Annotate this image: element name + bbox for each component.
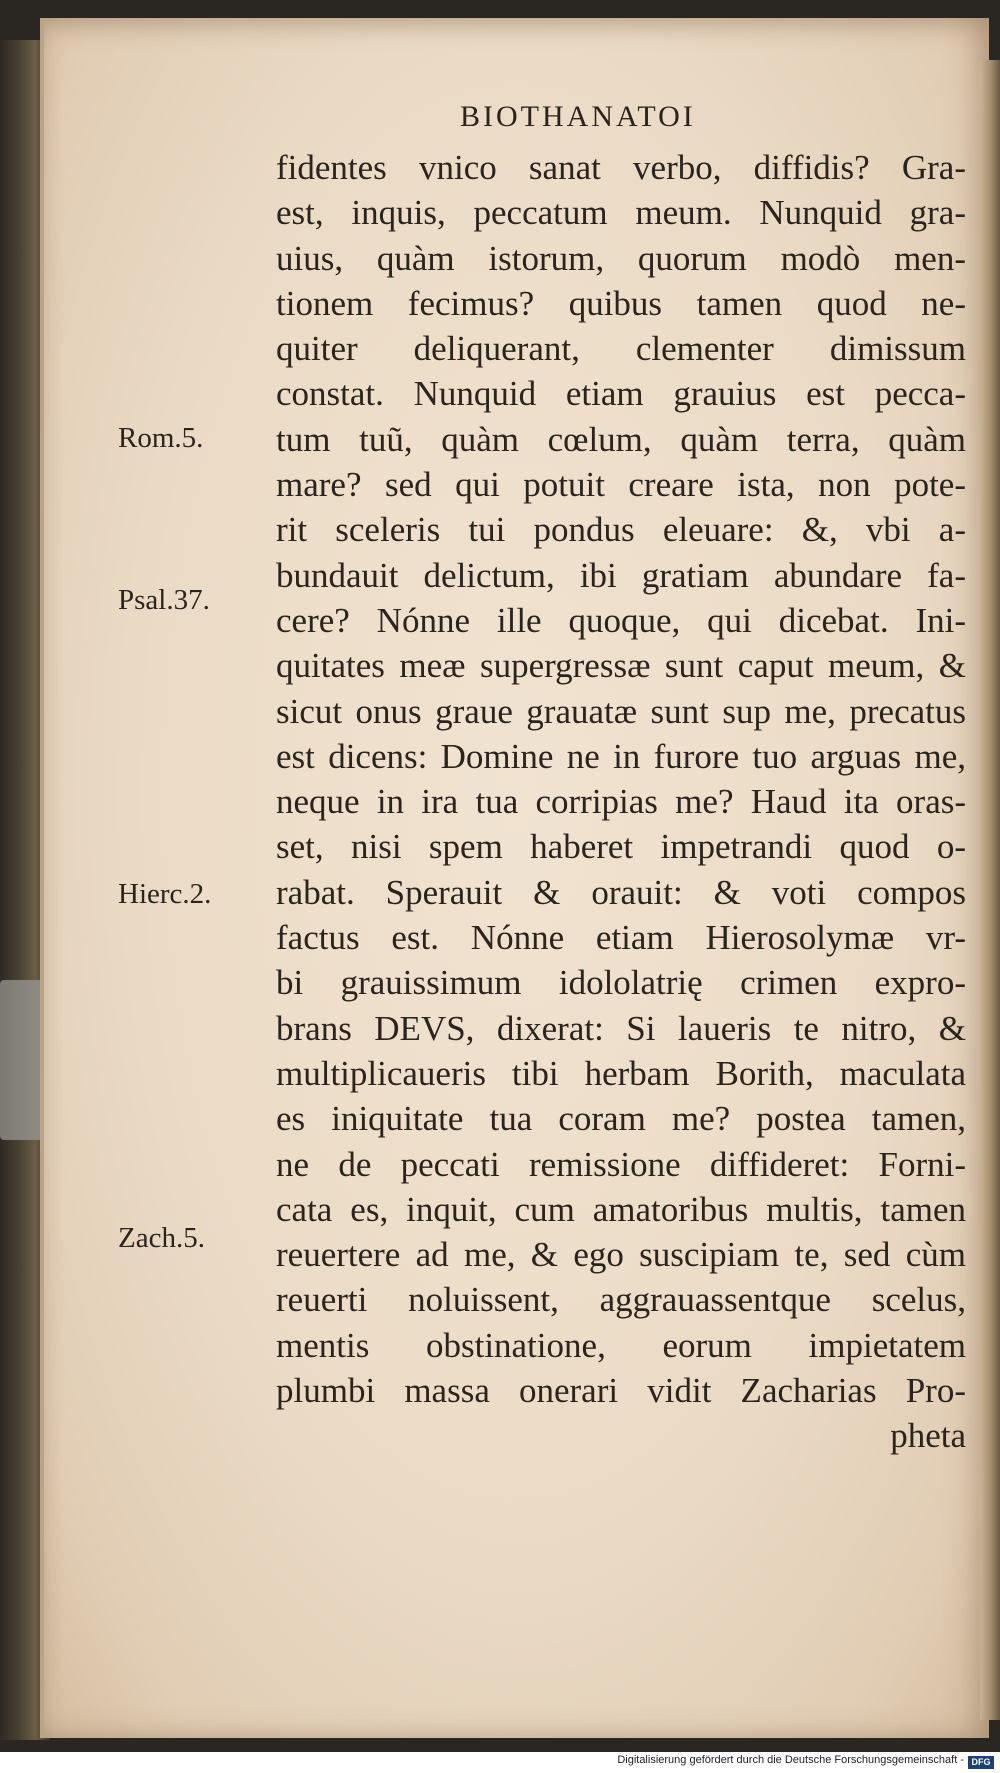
text-line: cata es, inquit, cum amatoribus multis, tamen xyxy=(276,1189,966,1229)
text-line: tum tuũ, quàm cœlum, quàm terra, quàm xyxy=(276,419,966,459)
text-line: fidentes vnico sanat verbo, diffidis? Gra- xyxy=(276,148,966,187)
footer-bar xyxy=(0,1752,1000,1773)
text-line: rit sceleris tui pondus eleuare: &, vbi a- xyxy=(276,510,966,550)
text-line: bundauit delictum, ibi gratiam abundare fa- xyxy=(276,555,966,595)
text-line: cere? Nónne ille quoque, qui dicebat. Ini- xyxy=(276,600,966,640)
text-line: set, nisi spem haberet impetrandi quod o- xyxy=(276,827,966,867)
funding-credit: Digitalisierung gefördert durch die Deutsche Forschungsgemeinschaft - xyxy=(617,1754,964,1766)
text-line: factus est. Nónne etiam Hierosolymæ vr- xyxy=(276,918,966,958)
marginal-note: Psal.37. xyxy=(118,584,210,616)
text-line: sicut onus graue grauatæ sunt sup me, precatus xyxy=(276,691,966,731)
text-line: rabat. Sperauit & orauit: & voti compos xyxy=(276,872,966,912)
text-line: mentis obstinatione, eorum impietatem xyxy=(276,1325,966,1365)
text-line: tionem fecimus? quibus tamen quod ne- xyxy=(276,283,966,323)
dfg-logo: DFG xyxy=(968,1756,994,1769)
text-line: constat. Nunquid etiam grauius est pecca- xyxy=(276,374,966,414)
text-line: multiplicaueris tibi herbam Borith, maculata xyxy=(276,1053,966,1093)
text-line: reuertere ad me, & ego suscipiam te, sed cùm xyxy=(276,1235,966,1275)
text-line: quiter deliquerant, clementer dimissum xyxy=(276,329,966,369)
text-line: reuerti noluissent, aggrauassentque scelus, xyxy=(276,1280,966,1320)
text-line: est dicens: Domine ne in furore tuo arguas me, xyxy=(276,736,966,776)
marginal-note: Zach.5. xyxy=(118,1222,205,1254)
text-line: bi grauissimum idololatrię crimen expro- xyxy=(276,963,966,1003)
text-line: brans DEVS, dixerat: Si laueris te nitro, & xyxy=(276,1008,966,1048)
page-fore-edge xyxy=(980,60,1000,1720)
text-line: mare? sed qui potuit creare ista, non pote- xyxy=(276,465,966,505)
catchword: pheta xyxy=(890,1416,966,1456)
text-line: ne de peccati remissione diffideret: Forni- xyxy=(276,1144,966,1184)
text-line: plumbi massa onerari vidit Zacharias Pro- xyxy=(276,1371,966,1411)
running-head: BIOTHANATOI xyxy=(460,100,696,133)
body-text xyxy=(276,145,966,1459)
text-line: uius, quàm istorum, quorum modò men- xyxy=(276,238,966,278)
marginal-note: Rom.5. xyxy=(118,422,204,454)
text-line: es iniquitate tua coram me? postea tamen, xyxy=(276,1099,966,1139)
text-line: neque in ira tua corripias me? Haud ita oras- xyxy=(276,782,966,822)
marginal-note: Hierc.2. xyxy=(118,878,212,910)
text-line: quitates meæ supergressæ sunt caput meum, & xyxy=(276,646,966,686)
text-line: est, inquis, peccatum meum. Nunquid gra- xyxy=(276,193,966,233)
